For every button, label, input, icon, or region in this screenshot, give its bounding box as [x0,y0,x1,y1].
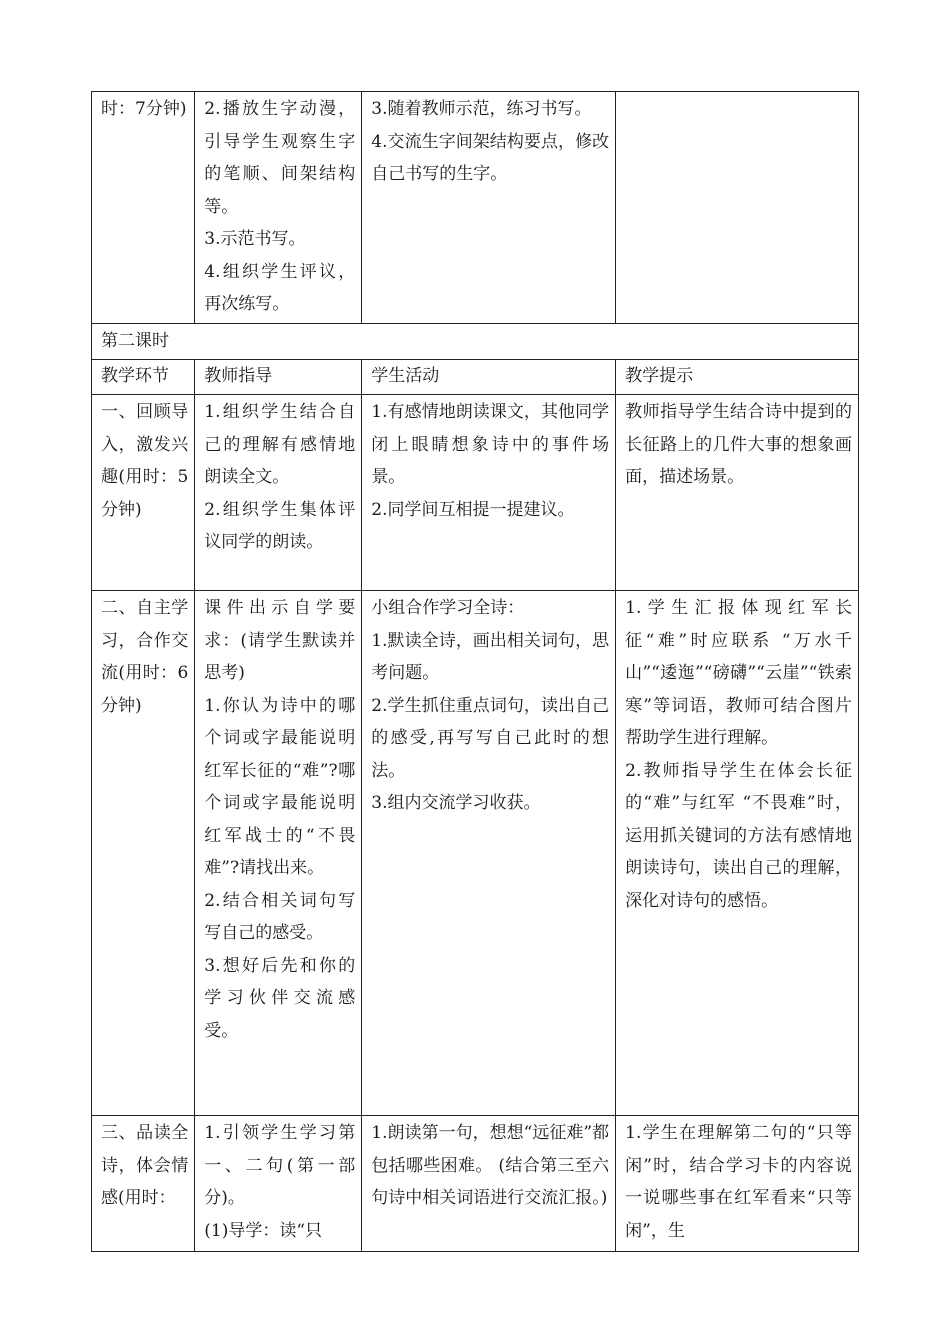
cell-text: 2.学生抓住重点词句，读出自己的感受,再写写自己此时的想法。 [371,695,610,781]
cell-text: 教师指导学生结合诗中提到的长征路上的几件大事的想象画面，描述场景。 [625,402,852,487]
stage-cell [92,395,195,591]
stage-cell [92,591,195,1116]
cell-text: 2.组织学生集体评议同学的朗读。 [204,499,356,552]
cell-text: (1)导学：读“只 [204,1220,323,1241]
header-cell: 教学环节 [92,360,195,395]
student-cell [362,395,616,591]
tips-cell [616,395,859,591]
cell-text: 小组合作学习全诗： [371,598,525,618]
header-cell: 教师指导 [195,360,362,395]
student-cell [362,591,616,1116]
table-row [92,591,859,1116]
cell-text: 1.引领学生学习第一、二句(第一部分)。 [204,1123,356,1208]
cell-text: 时：7分钟) [101,99,187,119]
cell-text: 2.结合相关词句写写自己的感受。 [204,890,356,943]
teacher-cell [195,92,362,324]
cell-text: 1.你认为诗中的哪个词或字最能说明红军长征的“难”?哪个词或字最能说明红军战士的“不畏难”?请找出来。 [204,695,356,878]
table-row [92,1116,859,1252]
cell-text: 2.同学间互相提一提建议。 [371,499,575,520]
tips-cell [616,591,859,1116]
section-title: 第二课时 [92,323,859,360]
cell-text: 1.朗读第一句，想想“远征难”都包括哪些困难。 (结合第三至六句诗中相关词语进行交流汇报。) [371,1123,610,1208]
teacher-cell [195,591,362,1116]
cell-text: 三、品读全诗，体会情感(用时： [101,1123,189,1208]
tips-cell [616,1116,859,1252]
stage-cell [92,92,195,324]
student-cell [362,1116,616,1252]
cell-text: 课件出示自学要求：(请学生默读并思考) [204,598,356,683]
lesson-plan-table [91,91,859,1252]
header-row [92,360,859,395]
cell-text: 1.学生汇报体现红军长征“难”时应联系 “万水千山”“逶迤”“磅礴”“云崖”“铁索寒”等词语，教师可结合图片帮助学生进行理解。 [625,598,852,748]
student-cell [362,92,616,324]
cell-text: 3.随着教师示范，练习书写。 [371,99,592,119]
table-row [92,92,859,324]
cell-text: 1.组织学生结合自己的理解有感情地朗读全文。 [204,402,356,487]
table-row [92,395,859,591]
cell-text: 3.想好后先和你的学习伙伴交流感受。 [204,955,356,1041]
cell-text: 1.学生在理解第二句的“只等闲”时，结合学习卡的内容说一说哪些事在红军看来“只等闲”，生 [625,1123,852,1241]
cell-text: 2.教师指导学生在体会长征的“难”与红军 “不畏难”时，运用抓关键词的方法有感情地朗读诗句，读出自己的理解，深化对诗句的感悟。 [625,760,852,911]
header-cell: 教学提示 [616,360,859,395]
cell-text: 4.交流生字间架结构要点，修改自己书写的生字。 [371,131,610,184]
teacher-cell [195,1116,362,1252]
cell-text: 3.示范书写。 [204,229,306,249]
cell-text: 3.组内交流学习收获。 [371,793,541,813]
teacher-cell [195,395,362,591]
cell-text: 1.有感情地朗读课文，其他同学闭上眼睛想象诗中的事件场景。 [371,402,610,487]
section-row [92,323,859,360]
tips-cell [616,92,859,324]
stage-cell [92,1116,195,1252]
cell-text: 2.播放生字动漫，引导学生观察生字的笔顺、间架结构等。 [204,99,356,217]
header-cell: 学生活动 [362,360,616,395]
cell-text: 4.组织学生评议，再次练写。 [204,261,356,314]
cell-text: 1.默读全诗，画出相关词句，思考问题。 [371,630,610,683]
cell-text: 一、回顾导入，激发兴趣(用时：5分钟) [101,402,189,520]
cell-text: 二、自主学习，合作交流(用时：6分钟) [101,598,189,716]
